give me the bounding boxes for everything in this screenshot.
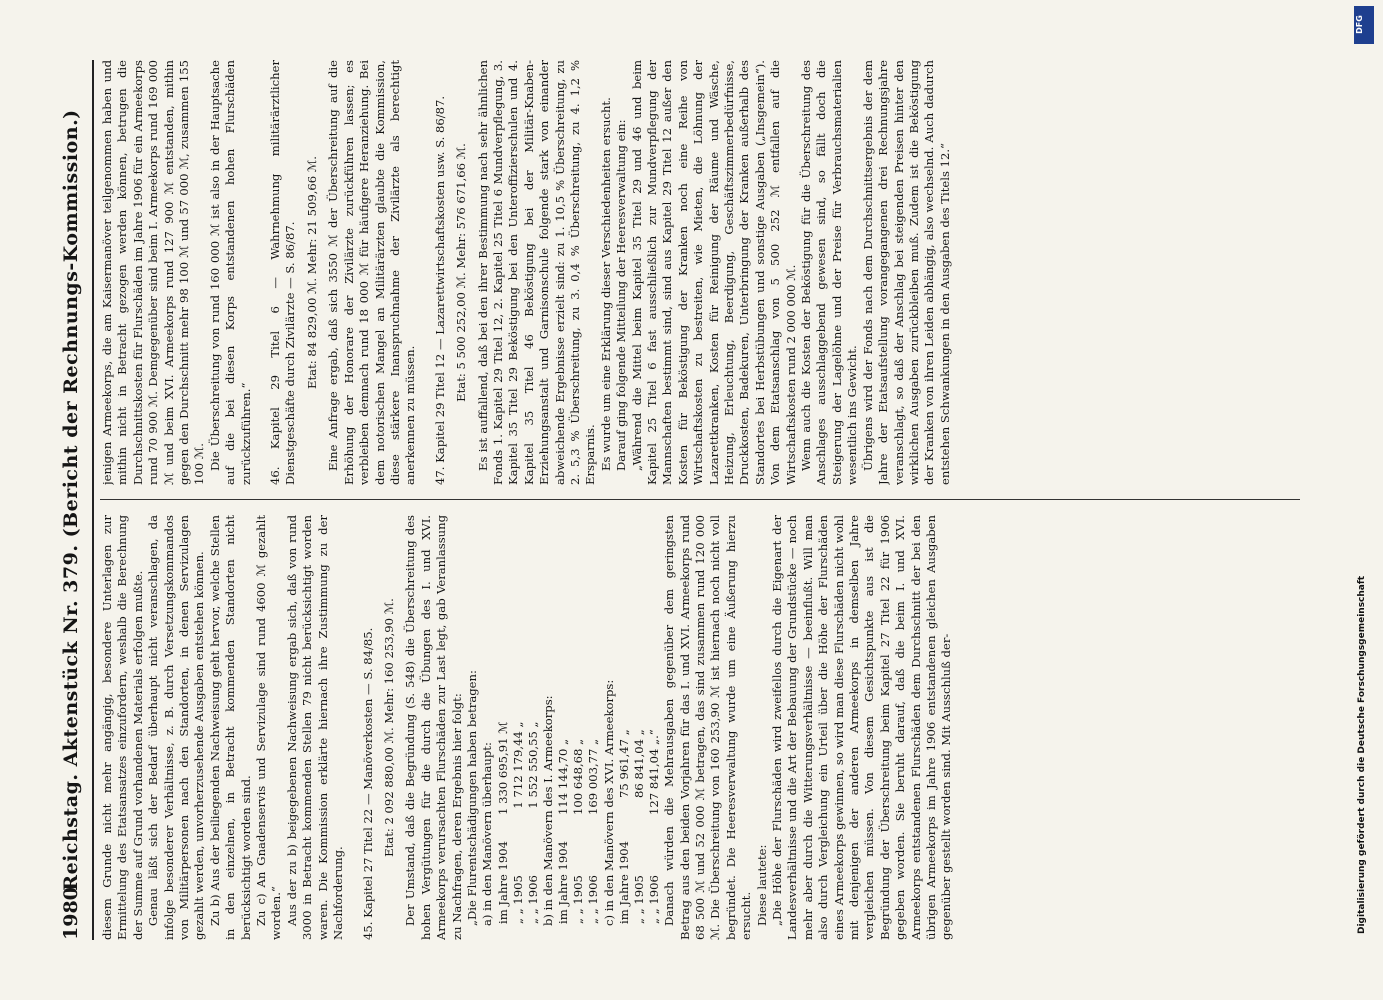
paragraph: Zu b) Aus der beiliegenden Nachweisung geht hervor, welche Stellen in den einzelnen, in Betracht kommenden Standorten nicht berücksichtigt worden sind. <box>207 515 253 940</box>
etat-line-47: Etat: 5 500 252,00 ℳ. Mehr: 576 671,66 ℳ. <box>454 143 469 402</box>
paragraph: jenigen Armeekorps, die am Kaisermanöver teilgenommen haben und mithin nicht in Betracht gezogen werden können, betrugen die Durchschnittskosten für Flurschäden im Jahre 1906 für ein Armeekorps rund 70 900 ℳ. Demgegenüber sind beim I. Armeekorps rund 169 000 ℳ und beim XVI. Armeekorps rund 127 900 ℳ entstanden, mithin gegen den Durchschnitt mehr 98 100 ℳ und 57 000 ℳ, zusammen 155 100 ℳ. <box>100 60 207 485</box>
table-row <box>511 715 526 924</box>
table-row <box>586 733 601 924</box>
paragraph: diesem Grunde nicht mehr angängig, besondere Unterlagen zur Ermittelung des Etatsansatzes einzufordern, weshalb die Berechnung der Summe auf Grund vorhandenen Materials erfolgen mußte. <box>100 515 145 940</box>
year-label: im Jahre 1904 <box>495 840 510 924</box>
dfg-logo-text: DFG <box>1354 15 1364 34</box>
section-heading-45: 45. Kapitel 27 Titel 22 — Manöverkosten — S. 84/85. <box>360 627 375 940</box>
paragraph: Zu c) An Gnadenservis und Servizulage sind rund 4600 ℳ gezahlt worden.“ <box>254 515 284 940</box>
table-row <box>632 723 647 924</box>
compensation-table-b <box>556 733 601 924</box>
amount: 75 961,47 „ <box>616 729 631 798</box>
amount: 1 712 179,44 „ <box>510 721 525 809</box>
paragraph: Der Umstand, daß die Begründung (S. 548) die Überschreitung des hohen Vergütungen für die durch die Übungen des I. und XVI. Armeekorps verursachten Flurschäden zur Last legt, gab Veranlassung zu Nachfragen, deren Ergebnis hier folgt: <box>403 515 464 940</box>
page-header <box>50 60 94 940</box>
amount: 127 841,04 „.“ <box>647 729 662 815</box>
compensation-table-c <box>617 723 662 924</box>
paragraph: „Die Höhe der Flurschäden wird zweifellos durch die Eigenart der Landesverhältnisse und die Art der Bebauung der Grundstücke — noch mehr aber durch die Witterungsverhältnisse — beeinflußt. Will man also durch Vergleichung ein Urteil über die Höhe der Flurschäden eines Armeekorps gewinnen, so wird man diese Flurschäden nicht wohl mit denjenigen der anderen Armeekorps in demselben Jahre vergleichen müssen. Von diesem Gesichtspunkte aus ist die Begründung der Überschreitung beim Kapitel 27 Titel 22 für 1906 gegeben worden. Sie beruht darauf, daß die beim I. und XVI. Armeekorps entstandenen Flurschäden dem Durchschnitt der bei den übrigen Armeekorps im Jahre 1906 entstandenen gleichen Ausgaben gegenüber gestellt worden sind. Mit Ausschluß der- <box>769 515 954 940</box>
rotated-document-page <box>50 60 1340 940</box>
table-row <box>571 733 586 924</box>
digitization-credit <box>1351 6 1373 994</box>
etat-line-46: Etat: 84 829,00 ℳ. Mehr: 21 509,66 ℳ. <box>304 156 319 389</box>
paragraph: Aus der zu b) beigegebenen Nachweisung ergab sich, daß von rund 3000 in Betracht kommenden Stellen 79 nicht berücksichtigt worden waren. Die Kommission erklärte hiernach ihre Zustimmung zu der Nachforderung. <box>284 515 346 940</box>
amount: 86 841,04 „ <box>632 729 646 798</box>
section-heading-46: 46. Kapitel 29 Titel 6 — Wahrnehmung militärärztlicher Dienstgeschäfte durch Zivilärzte — S. 86/87. <box>268 60 298 485</box>
subheading-b: b) in den Manövern des I. Armeekorps: <box>540 695 555 926</box>
amount: 169 003,77 „ <box>586 738 601 815</box>
subheading-c: c) in den Manövern des XVI. Armeekorps: <box>601 679 616 926</box>
subheading-a: a) in den Manövern überhaupt: <box>480 742 495 926</box>
year-label: „ „ 1905 <box>632 875 646 924</box>
year-label: „ „ 1905 <box>571 875 586 924</box>
table-row <box>526 715 541 924</box>
paragraph: Diese lautete: <box>754 844 769 926</box>
credit-text: Digitalisierung gefördert durch die Deutsche Forschungsgemeinschaft <box>1357 575 1367 934</box>
year-label: „ „ 1906 <box>647 875 662 924</box>
table-row <box>496 715 511 924</box>
amount: 100 648,68 „ <box>571 738 586 815</box>
table-row <box>617 723 632 924</box>
year-label: im Jahre 1904 <box>556 840 571 924</box>
right-column <box>100 60 1300 485</box>
paragraph: „Die Flurentschädigungen haben betragen: <box>464 670 479 926</box>
compensation-table-a <box>496 715 541 924</box>
year-label: „ „ 1906 <box>586 875 601 924</box>
paragraph: Es ist auffallend, daß bei den ihrer Bestimmung nach sehr ähnlichen Fonds 1. Kapitel 29 Titel 12, 2. Kapitel 25 Titel 6 Mundverpflegung, 3. Kapitel 35 Titel 29 Beköstigung bei den Unteroffizierschulen und 4. Kapitel 35 Titel 46 Beköstigung bei der Militär-Knaben-Erziehungsanstalt und Garnisonschule folgende stark von einander abweichende Ergebnisse erzielt sind: zu 1. 10,5 % Überschreitung, zu 2. 5,3 % Überschreitung, zu 3. 0,4 % Überschreitung, zu 4. 1,2 % Ersparnis. <box>475 60 598 485</box>
paragraph: Wenn auch die Kosten der Beköstigung für die Überschreitung des Anschlages ausschlaggebend gewesen sind, so fällt doch die Steigerung der Lagelöhne und der Preise für Verbrauchsmaterialien wesentlich ins Gewicht. <box>799 60 860 485</box>
table-row <box>647 723 662 924</box>
left-column <box>100 515 1300 940</box>
paragraph: Es wurde um eine Erklärung dieser Verschiedenheiten ersucht. <box>598 97 613 471</box>
paragraph: Darauf ging folgende Mitteilung der Heeresverwaltung ein: <box>614 119 629 471</box>
year-label: im Jahre 1904 <box>616 840 631 924</box>
page-number: 1980 <box>60 887 82 940</box>
year-label: „ „ 1906 <box>525 875 540 924</box>
paragraph: Übrigens wird der Fonds nach dem Durchschnittsergebnis der dem Jahre der Etatsaufstellung vorangegangenen drei Rechnungsjahre veranschlagt, so daß der Anschlag bei steigenden Preisen hinter den wirklichen Ausgaben zurückbleiben muß. Zudem ist die Beköstigung der Kranken von ihren Leiden abhängig, also wechselnd. Auch dadurch entstehen Schwankungen in den Ausgaben des Titels 12.“ <box>860 60 952 485</box>
paragraph: Eine Anfrage ergab, daß sich 3550 ℳ der Überschreitung auf die Erhöhung der Honorare der Zivilärzte zurückführen lassen; es verbleiben demnach rund 18 000 ℳ für häufigere Heranziehung. Bei dem notorischen Mangel an Militärärzten glaubte die Kommission, diese stärkere Inanspruchnahme der Zivilärzte als berechtigt anerkennen zu müssen. <box>326 60 418 485</box>
paragraph: Genau läßt sich der Bedarf überhaupt nicht veranschlagen, da infolge besonderer Verhältnisse, z. B. durch Versetzungskommandos von Militärpersonen nach den Standorten, in denen Servizulagen gezahlt werden, unvorherzusehende Ausgaben entstehen können. <box>146 515 207 940</box>
section-heading-47: 47. Kapitel 29 Titel 12 — Lazarettwirtschaftskosten usw. S. 86/87. <box>432 95 447 485</box>
paragraph: Danach würden die Mehrausgaben gegenüber dem geringsten Betrag aus den beiden Vorjahren für das I. und XVI. Armeekorps rund 68 500 ℳ und 52 000 ℳ betragen, das sind zusammen rund 120 000 ℳ. Die Überschreitung von 160 253,90 ℳ ist hiernach noch nicht voll begründet. Die Heeresverwaltung wurde um eine Äußerung hierzu ersucht. <box>662 515 754 940</box>
paragraph: Die Überschreitung von rund 160 000 ℳ ist also in der Hauptsache auf die bei diesen Korps entstandenen hohen Flurschäden zurückzuführen.“ <box>207 60 253 485</box>
amount: 1 330 695,91 ℳ <box>495 721 510 815</box>
text-columns <box>100 60 1300 940</box>
page-title: Reichstag. Aktenstück Nr. 379. (Bericht der Rechnungs-Kommission.) <box>60 109 82 891</box>
etat-line-45: Etat: 2 092 880,00 ℳ. Mehr: 160 253,90 ℳ. <box>381 598 396 857</box>
year-label: „ „ 1905 <box>510 875 525 924</box>
amount: 1 552 550,55 „ <box>525 721 540 809</box>
paragraph: „Während die Mittel beim Kapitel 35 Titel 29 und 46 und beim Kapitel 25 Titel 6 fast ausschließlich zur Mundverpflegung der Mannschaften bestimmt sind, sind aus Kapitel 29 Titel 12 außer den Kosten für Beköstigung der Kranken noch eine Reihe von Wirtschaftskosten zu bestreiten, wie Mieten, die Löhnung der Lazarettkranken, Kosten für Reinigung der Räume und Wäsche, Heizung, Erleuchtung, Beerdigung, Geschäftszimmerbedürfnisse, Druckkosten, Badekuren, Unterbringung der Kranken außerhalb des Standortes bei Herbstübungen und sonstige Ausgaben („Insgemein“). Von dem Etatsanschlag von 5 500 252 ℳ entfallen auf die Wirtschaftskosten rund 2 000 000 ℳ. <box>629 60 798 485</box>
table-row <box>556 733 571 924</box>
amount: 114 144,70 „ <box>556 738 571 815</box>
